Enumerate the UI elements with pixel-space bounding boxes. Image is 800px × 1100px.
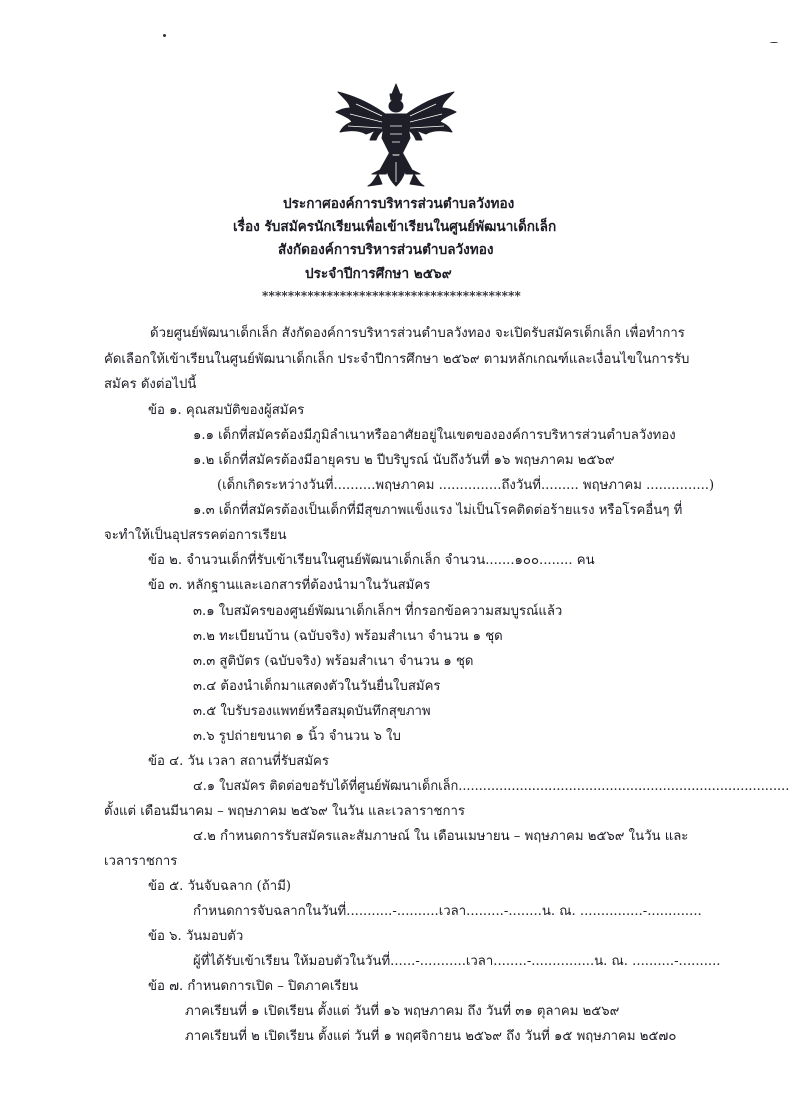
clause-7-term-1: ภาคเรียนที่ ๑ เปิดเรียน ตั้งแต่ วันที่ ๑๖ พฤษภาคม ถึง วันที่ ๓๑ ตุลาคม ๒๕๖๙ [185, 1004, 620, 1019]
scan-speck [770, 42, 778, 43]
clause-5-1: กำหนดการจับฉลากในวันที่...........-..........เวลา.........-........น. ณ. ...............-............. [193, 904, 702, 919]
clause-7-heading: ข้อ ๗. กำหนดการเปิด – ปิดภาคเรียน [148, 979, 359, 994]
clause-1-3-cont: จะทำให้เป็นอุปสรรคต่อการเรียน [104, 528, 287, 543]
intro-line-1: ด้วยศูนย์พัฒนาเด็กเล็ก สังกัดองค์การบริหารส่วนตำบลวังทอง จะเปิดรับสมัครเด็กเล็ก เพื่อทำการ [150, 326, 685, 341]
academic-year: ประจำปีการศึกษา ๒๕๖๙ [305, 266, 452, 282]
clause-3-5: ๓.๕ ใบรับรองแพทย์หรือสมุดบันทึกสุขภาพ [193, 704, 431, 719]
garuda-emblem-icon [332, 82, 460, 190]
clause-4-1-cont: ตั้งแต่ เดือนมีนาคม – พฤษภาคม ๒๕๖๙ ในวัน และเวลาราชการ [104, 804, 465, 819]
clause-4-heading: ข้อ ๔. วัน เวลา สถานที่รับสมัคร [148, 754, 329, 769]
clause-6-heading: ข้อ ๖. วันมอบตัว [148, 929, 244, 944]
clause-1-2-birth-range: (เด็กเกิดระหว่างวันที่..........พฤษภาคม ...............ถึงวันที่......... พฤษภาคม ...............) [217, 478, 715, 493]
clause-3-3: ๓.๓ สูติบัตร (ฉบับจริง) พร้อมสำเนา จำนวน ๑ ชุด [193, 654, 474, 669]
separator-stars: **************************************** [262, 289, 522, 303]
clause-5-heading: ข้อ ๕. วันจับฉลาก (ถ้ามี) [148, 879, 292, 894]
clause-1-3: ๑.๓ เด็กที่สมัครต้องเป็นเด็กที่มีสุขภาพแข็งแรง ไม่เป็นโรคติดต่อร้ายแรง หรือโรคอื่นๆ ที่ [193, 503, 683, 518]
announcement-subject: เรื่อง รับสมัครนักเรียนเพื่อเข้าเรียนในศูนย์พัฒนาเด็กเล็ก [233, 219, 557, 235]
clause-1-1: ๑.๑ เด็กที่สมัครต้องมีภูมิลำเนาหรืออาศัยอยู่ในเขตขององค์การบริหารส่วนตำบลวังทอง [193, 428, 676, 443]
clause-6-1: ผู้ที่ได้รับเข้าเรียน ให้มอบตัวในวันที่......-...........เวลา........-...............น. ณ. ..........-.......... [193, 954, 721, 969]
clause-2-heading: ข้อ ๒. จำนวนเด็กที่รับเข้าเรียนในศูนย์พัฒนาเด็กเล็ก จำนวน.......๑๐๐........ คน [148, 553, 595, 568]
scan-speck [163, 34, 166, 37]
clause-7-term-2: ภาคเรียนที่ ๒ เปิดเรียน ตั้งแต่ วันที่ ๑ พฤศจิกายน ๒๕๖๙ ถึง วันที่ ๑๕ พฤษภาคม ๒๕๗๐ [185, 1029, 677, 1044]
clause-1-heading: ข้อ ๑. คุณสมบัติของผู้สมัคร [148, 403, 305, 418]
clause-3-1: ๓.๑ ใบสมัครของศูนย์พัฒนาเด็กเล็กฯ ที่กรอกข้อความสมบูรณ์แล้ว [193, 604, 563, 619]
clause-1-2: ๑.๒ เด็กที่สมัครต้องมีอายุครบ ๒ ปีบริบูรณ์ นับถึงวันที่ ๑๖ พฤษภาคม ๒๕๖๙ [193, 453, 615, 468]
clause-3-2: ๓.๒ ทะเบียนบ้าน (ฉบับจริง) พร้อมสำเนา จำนวน ๑ ชุด [193, 629, 503, 644]
intro-line-2: คัดเลือกให้เข้าเรียนในศูนย์พัฒนาเด็กเล็ก ประจำปีการศึกษา ๒๕๖๙ ตามหลักเกณฑ์และเงื่อนไขในการรับ [104, 352, 690, 367]
clause-3-4: ๓.๔ ต้องนำเด็กมาแสดงตัวในวันยื่นใบสมัคร [193, 679, 441, 694]
clause-4-2: ๔.๒ กำหนดการรับสมัครและสัมภาษณ์ ใน เดือนเมษายน – พฤษภาคม ๒๕๖๙ ในวัน และ [193, 829, 689, 844]
announcement-title: ประกาศองค์การบริหารส่วนตำบลวังทอง [283, 196, 515, 212]
clause-4-2-cont: เวลาราชการ [104, 854, 178, 869]
announcement-affiliation: สังกัดองค์การบริหารส่วนตำบลวังทอง [278, 242, 494, 258]
clause-3-heading: ข้อ ๓. หลักฐานและเอกสารที่ต้องนำมาในวันสมัคร [148, 578, 431, 593]
clause-4-1: ๔.๑ ใบสมัคร ติดต่อขอรับได้ที่ศูนย์พัฒนาเด็กเล็ก................................................................................. [193, 779, 790, 794]
clause-3-6: ๓.๖ รูปถ่ายขนาด ๑ นิ้ว จำนวน ๖ ใบ [193, 729, 401, 744]
intro-line-3: สมัคร ดังต่อไปนี้ [104, 377, 197, 392]
